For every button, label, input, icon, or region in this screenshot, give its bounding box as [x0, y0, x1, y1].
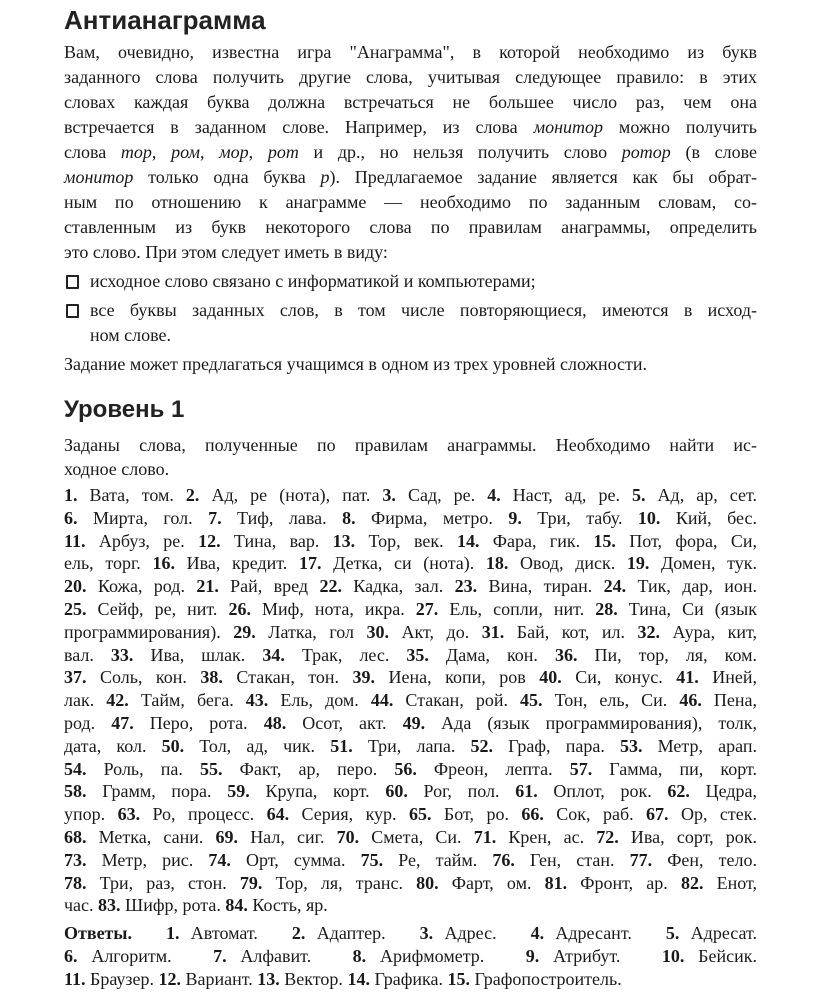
text-segment: Роль, па.: [86, 758, 200, 779]
text-segment: Тина, Си (язык: [617, 598, 757, 619]
item-number: 7.: [213, 946, 227, 967]
text-segment: Арифмометр.: [366, 946, 526, 967]
item-number: 34.: [262, 644, 285, 665]
text-line: [64, 115, 757, 140]
text-segment: Адресант.: [544, 923, 666, 944]
text-segment: заданного слова получить другие слова, учитывая следующее правило: в этих: [64, 67, 757, 87]
item-number: 69.: [215, 826, 239, 847]
exercise-list: [64, 484, 757, 917]
item-number: 68.: [64, 826, 87, 847]
text-segment: Заданы слова, полученные по правилам анаграммы. Необходимо найти ис-: [64, 435, 757, 455]
item-number: 8.: [352, 946, 367, 967]
text-segment: Смета, Си.: [359, 826, 474, 847]
item-number: 30.: [366, 621, 390, 642]
text-line: [64, 530, 757, 553]
item-number: 40.: [539, 667, 562, 688]
item-number: 55.: [200, 758, 223, 779]
text-segment: Енот,: [703, 872, 757, 893]
text-line: [64, 40, 757, 65]
item-number: 4.: [487, 485, 501, 505]
text-segment: исходное слово связано с информатикой и компьютерами;: [90, 271, 536, 291]
item-number: 45.: [520, 690, 543, 711]
document-page: [64, 4, 757, 991]
text-segment: Атрибут.: [539, 946, 662, 967]
item-number: 52.: [470, 735, 493, 756]
closing-paragraph: [64, 352, 757, 377]
text-line: [64, 968, 757, 991]
text-segment: Сад, ре.: [395, 485, 488, 505]
text-segment: Ива, сорт, рок.: [618, 826, 757, 847]
text-line: [64, 872, 757, 895]
item-number: 26.: [228, 598, 251, 619]
item-number: 25.: [64, 598, 87, 619]
item-number: 11.: [64, 969, 86, 990]
text-line: [64, 575, 757, 598]
text-segment: слова: [64, 142, 121, 162]
text-segment: Цедра,: [689, 781, 758, 802]
text-segment: род.: [64, 712, 112, 733]
text-segment: ным по отношению к анаграмме — необходимо по заданным словам, со-: [64, 192, 757, 212]
text-segment: Тиф, лава.: [221, 507, 343, 528]
item-number: 17.: [298, 553, 322, 574]
bullet-item: [64, 269, 757, 294]
text-segment: Бейсик.: [684, 946, 757, 967]
item-number: 3.: [419, 923, 434, 944]
text-segment: ). Предлагаемое задание является как бы обрат-: [329, 167, 757, 187]
text-segment: все буквы заданных слов, в том числе повторяющиеся, имеются в исход-: [90, 300, 757, 320]
text-line: [64, 803, 757, 826]
item-number: 51.: [330, 735, 353, 756]
text-line: [64, 712, 757, 735]
text-segment: Соль, кон.: [86, 667, 201, 688]
item-number: 54.: [64, 758, 87, 779]
item-number: 16.: [152, 553, 175, 574]
item-number: 57.: [569, 758, 593, 779]
text-segment: Ад, ре (нота), пат.: [199, 485, 383, 505]
text-segment: Рай, вред: [218, 576, 320, 597]
text-segment: ель, торг.: [64, 553, 153, 574]
text-segment: Бот, ро.: [431, 804, 522, 825]
item-number: 7.: [208, 507, 222, 528]
item-number: 12.: [198, 530, 221, 551]
item-number: 2.: [185, 485, 200, 505]
text-segment: Стакан, тон.: [222, 667, 353, 688]
answers-paragraph: [64, 922, 757, 991]
text-line: [64, 689, 757, 712]
text-line: [90, 323, 757, 348]
item-number: 80.: [416, 872, 439, 893]
item-number: 27.: [415, 598, 439, 619]
text-line: [64, 644, 757, 667]
text-segment: Браузер.: [85, 969, 159, 990]
text-segment: Ель, дом.: [268, 690, 371, 711]
text-line: [64, 894, 757, 917]
item-number: 49.: [402, 712, 426, 733]
text-line: [64, 758, 757, 781]
item-number: 29.: [233, 621, 256, 642]
text-segment: и др., но нельзя получить слово: [298, 142, 622, 162]
italic-word: тор: [120, 142, 152, 162]
item-number: 78.: [64, 872, 87, 893]
italic-word: р: [320, 167, 330, 187]
text-segment: Ор, стек.: [668, 804, 757, 825]
text-segment: Нал, сиг.: [238, 826, 337, 847]
item-number: 18.: [485, 553, 509, 574]
italic-word: рот: [267, 142, 299, 162]
item-number: 5.: [665, 923, 680, 944]
text-segment: Тол, ад, чик.: [184, 735, 331, 756]
text-segment: Алгоритм.: [77, 946, 214, 967]
text-line: [64, 826, 757, 849]
text-segment: Кий, бес.: [660, 507, 757, 528]
item-number: 67.: [646, 804, 669, 825]
text-segment: Три, лапа.: [352, 735, 471, 756]
italic-word: ротор: [621, 142, 671, 162]
text-segment: Задание может предлагаться учащимся в одном из трех уровней сложности.: [64, 354, 648, 374]
text-segment: только одна буква: [133, 167, 321, 187]
text-line: [64, 215, 757, 240]
item-number: 39.: [352, 667, 376, 688]
text-segment: Фен, тело.: [652, 849, 757, 870]
item-number: 24.: [603, 576, 627, 597]
text-segment: Оплот, рок.: [537, 781, 668, 802]
item-number: 21.: [196, 576, 219, 597]
text-segment: Три, табу.: [521, 507, 638, 528]
text-segment: Тина, вар.: [220, 530, 333, 551]
item-number: 6.: [64, 946, 78, 967]
text-segment: Овод, диск.: [508, 553, 627, 574]
italic-word: монитор: [533, 117, 604, 137]
item-number: 37.: [64, 667, 87, 688]
item-number: 10.: [661, 946, 685, 967]
checkbox-bullet-icon: [66, 304, 79, 318]
text-segment: Факт, ар, перо.: [222, 758, 395, 779]
text-line: [64, 90, 757, 115]
item-number: 50.: [161, 735, 185, 756]
text-segment: Бай, кот, ил.: [504, 621, 638, 642]
text-segment: Сейф, ре, нит.: [86, 598, 229, 619]
item-number: 22.: [319, 576, 342, 597]
text-segment: ставленным из букв некоторого слова по правилам анаграммы, определить: [64, 217, 757, 237]
text-line: [64, 352, 757, 377]
item-number: 33.: [110, 644, 134, 665]
item-number: 15.: [593, 530, 616, 551]
text-segment: Графика.: [369, 969, 448, 990]
item-number: 8.: [342, 507, 356, 528]
text-segment: Пи, тор, ля, ком.: [577, 644, 757, 665]
text-line: [90, 298, 757, 323]
item-number: 66.: [521, 804, 544, 825]
text-segment: упор.: [64, 804, 118, 825]
italic-word: монитор: [64, 167, 134, 187]
item-number: 71.: [473, 826, 497, 847]
item-number: 77.: [629, 849, 653, 870]
item-number: 31.: [481, 621, 505, 642]
text-segment: Крен, ас.: [496, 826, 597, 847]
text-segment: Иней,: [698, 667, 757, 688]
item-number: 64.: [266, 804, 290, 825]
item-number: 1.: [64, 485, 78, 505]
item-number: 6.: [64, 507, 78, 528]
text-segment: ходное слово.: [64, 459, 170, 479]
text-segment: Вектор.: [279, 969, 348, 990]
text-segment: Тайм, бега.: [128, 690, 246, 711]
item-number: 15.: [447, 969, 470, 990]
item-number: 4.: [530, 923, 545, 944]
text-line: [64, 735, 757, 758]
text-segment: словах каждая буква должна встречаться не большее число раз, чем она: [64, 92, 757, 112]
item-number: 28.: [595, 598, 618, 619]
text-segment: можно получить: [603, 117, 757, 137]
text-segment: ,: [199, 142, 220, 162]
item-number: 35.: [406, 644, 429, 665]
text-line: [64, 484, 757, 507]
item-number: 44.: [370, 690, 394, 711]
text-line: [64, 780, 757, 803]
text-segment: Тор, век.: [355, 530, 457, 551]
text-line: [64, 922, 757, 945]
item-number: 60.: [385, 781, 408, 802]
text-segment: Крупа, корт.: [249, 781, 386, 802]
text-segment: Фарт, ом.: [438, 872, 545, 893]
task-paragraph: [64, 433, 757, 481]
item-number: 53.: [619, 735, 643, 756]
text-segment: Тон, ель, Си.: [542, 690, 680, 711]
text-segment: Миф, нота, икра.: [250, 598, 416, 619]
text-segment: Стакан, рой.: [393, 690, 521, 711]
text-line: [64, 457, 757, 481]
text-segment: Аура, кит,: [659, 621, 757, 642]
item-number: 9.: [508, 507, 522, 528]
text-segment: Вариант.: [181, 969, 258, 990]
text-segment: Вина, тиран.: [477, 576, 604, 597]
text-line: [64, 849, 757, 872]
text-segment: дата, кол.: [64, 735, 162, 756]
text-segment: [132, 923, 166, 943]
item-number: 76.: [492, 849, 515, 870]
text-segment: ,: [151, 142, 172, 162]
text-line: [64, 140, 757, 165]
bullet-text: [90, 269, 757, 294]
intro-paragraph: [64, 40, 757, 265]
text-segment: встречается в заданном слове. Например, из слова: [64, 117, 534, 137]
item-number: 70.: [336, 826, 360, 847]
text-segment: Три, раз, стон.: [86, 872, 240, 893]
item-number: 1.: [165, 923, 180, 944]
text-segment: программирования).: [64, 621, 234, 642]
text-segment: Мирта, гол.: [77, 507, 209, 528]
text-segment: Фреон, лепта.: [416, 758, 570, 779]
text-segment: Домен, тук.: [649, 553, 757, 574]
item-number: 5.: [632, 485, 646, 505]
item-number: 36.: [554, 644, 578, 665]
bullet-item: [64, 298, 757, 348]
text-segment: Кожа, род.: [86, 576, 197, 597]
text-segment: Рог, пол.: [407, 781, 516, 802]
item-number: 32.: [637, 621, 660, 642]
item-number: 23.: [454, 576, 478, 597]
item-number: 61.: [515, 781, 538, 802]
text-segment: час.: [64, 895, 99, 916]
text-segment: Метр, арап.: [642, 735, 758, 756]
item-number: 42.: [106, 690, 129, 711]
text-segment: Гамма, пи, корт.: [592, 758, 758, 779]
text-segment: Ель, сопли, нит.: [438, 598, 596, 619]
text-line: [64, 240, 757, 265]
item-number: 3.: [382, 485, 396, 505]
checkbox-bullet-icon: [66, 275, 79, 289]
item-number: 19.: [626, 553, 650, 574]
text-segment: Серия, кур.: [289, 804, 409, 825]
italic-word: ром: [171, 142, 200, 162]
item-number: 73.: [64, 849, 87, 870]
text-segment: Кость, яр.: [247, 895, 328, 916]
text-segment: Арбуз, ре.: [85, 530, 199, 551]
italic-word: мор: [219, 142, 249, 162]
text-segment: Иена, копи, ров: [375, 667, 540, 688]
text-line: [64, 666, 757, 689]
text-segment: ном слове.: [90, 325, 172, 345]
text-segment: вал.: [64, 644, 111, 665]
text-segment: Ива, кредит.: [174, 553, 299, 574]
item-number: 63.: [117, 804, 141, 825]
text-segment: Граф, пара.: [492, 735, 620, 756]
text-line: [90, 269, 757, 294]
item-number: 84.: [225, 895, 248, 916]
text-segment: Ген, стан.: [514, 849, 630, 870]
text-segment: это слово. При этом следует иметь в виду:: [64, 242, 388, 262]
text-line: [64, 598, 757, 621]
text-line: [64, 945, 757, 968]
text-segment: Адресат.: [679, 923, 757, 944]
text-segment: Ива, шлак.: [133, 644, 263, 665]
item-number: 83.: [98, 895, 121, 916]
item-number: 82.: [680, 872, 704, 893]
item-number: 20.: [64, 576, 87, 597]
text-segment: Фара, гик.: [479, 530, 594, 551]
item-number: 72.: [596, 826, 619, 847]
text-segment: Ре, тайм.: [383, 849, 493, 870]
text-segment: Орт, сумма.: [230, 849, 361, 870]
section-heading: Уровень 1: [64, 396, 185, 423]
text-segment: Автомат.: [179, 923, 292, 944]
item-number: 79.: [239, 872, 263, 893]
item-number: 14.: [456, 530, 480, 551]
text-line: [64, 65, 757, 90]
text-line: [64, 552, 757, 575]
item-number: 43.: [245, 690, 269, 711]
text-segment: Адаптер.: [305, 923, 420, 944]
bullet-text: [90, 298, 757, 348]
item-number: 41.: [676, 667, 699, 688]
text-segment: Графопостроитель.: [469, 969, 622, 990]
text-line: [64, 621, 757, 644]
text-segment: Перо, рота.: [133, 712, 264, 733]
text-segment: Сок, раб.: [543, 804, 647, 825]
text-segment: ,: [248, 142, 268, 162]
text-segment: Акт, до.: [389, 621, 482, 642]
text-segment: Ада (язык программирования), толк,: [425, 712, 758, 733]
text-segment: Си, конус.: [561, 667, 677, 688]
text-segment: Фирма, метро.: [355, 507, 509, 528]
text-segment: Шифр, рота.: [120, 895, 226, 916]
text-segment: Грамм, пора.: [86, 781, 228, 802]
item-number: 10.: [637, 507, 661, 528]
item-number: 9.: [525, 946, 540, 967]
item-number: 59.: [227, 781, 250, 802]
item-number: 74.: [208, 849, 231, 870]
item-number: 12.: [158, 969, 182, 990]
item-number: 65.: [408, 804, 432, 825]
item-number: 48.: [263, 712, 287, 733]
text-line: [64, 433, 757, 457]
item-number: 38.: [200, 667, 223, 688]
text-segment: Наст, ад, ре.: [500, 485, 633, 505]
item-number: 13.: [332, 530, 356, 551]
item-number: 46.: [679, 690, 702, 711]
item-number: 56.: [394, 758, 417, 779]
text-segment: Алфавит.: [226, 946, 353, 967]
item-number: 62.: [667, 781, 690, 802]
item-number: 47.: [111, 712, 134, 733]
text-segment: Трак, лес.: [284, 644, 407, 665]
text-segment: Кадка, зал.: [341, 576, 455, 597]
text-segment: Метка, сани.: [86, 826, 216, 847]
item-number: 58.: [64, 781, 87, 802]
text-segment: (в слове: [670, 142, 758, 162]
text-segment: Латка, гол: [255, 621, 367, 642]
item-number: 14.: [347, 969, 370, 990]
text-segment: Детка, си (нота).: [321, 553, 486, 574]
text-segment: Тор, ля, транс.: [262, 872, 417, 893]
page-title: Антианаграмма: [64, 5, 266, 35]
text-segment: Осот, акт.: [286, 712, 403, 733]
text-segment: Ад, ар, сет.: [645, 485, 758, 505]
text-segment: Фронт, ар.: [567, 872, 681, 893]
text-line: [64, 507, 757, 530]
item-number: 81.: [544, 872, 568, 893]
text-segment: Вам, очевидно, известна игра "Анаграмма", в которой необходимо из букв: [64, 42, 757, 62]
item-number: 75.: [360, 849, 384, 870]
item-number: Ответы.: [64, 923, 132, 944]
item-number: 13.: [257, 969, 280, 990]
item-number: 11.: [64, 530, 86, 551]
text-segment: Адрес.: [433, 923, 531, 944]
text-segment: Дама, кон.: [428, 644, 555, 665]
text-line: [64, 190, 757, 215]
text-line: [64, 165, 757, 190]
text-segment: Пена,: [701, 690, 758, 711]
text-segment: Ро, процесс.: [140, 804, 267, 825]
text-segment: Вата, том.: [77, 485, 186, 505]
text-segment: Метр, рис.: [86, 849, 209, 870]
item-number: 2.: [291, 923, 306, 944]
text-segment: лак.: [64, 690, 107, 711]
text-segment: Тик, дар, ион.: [626, 576, 758, 597]
text-segment: Пот, фора, Си,: [615, 530, 757, 551]
